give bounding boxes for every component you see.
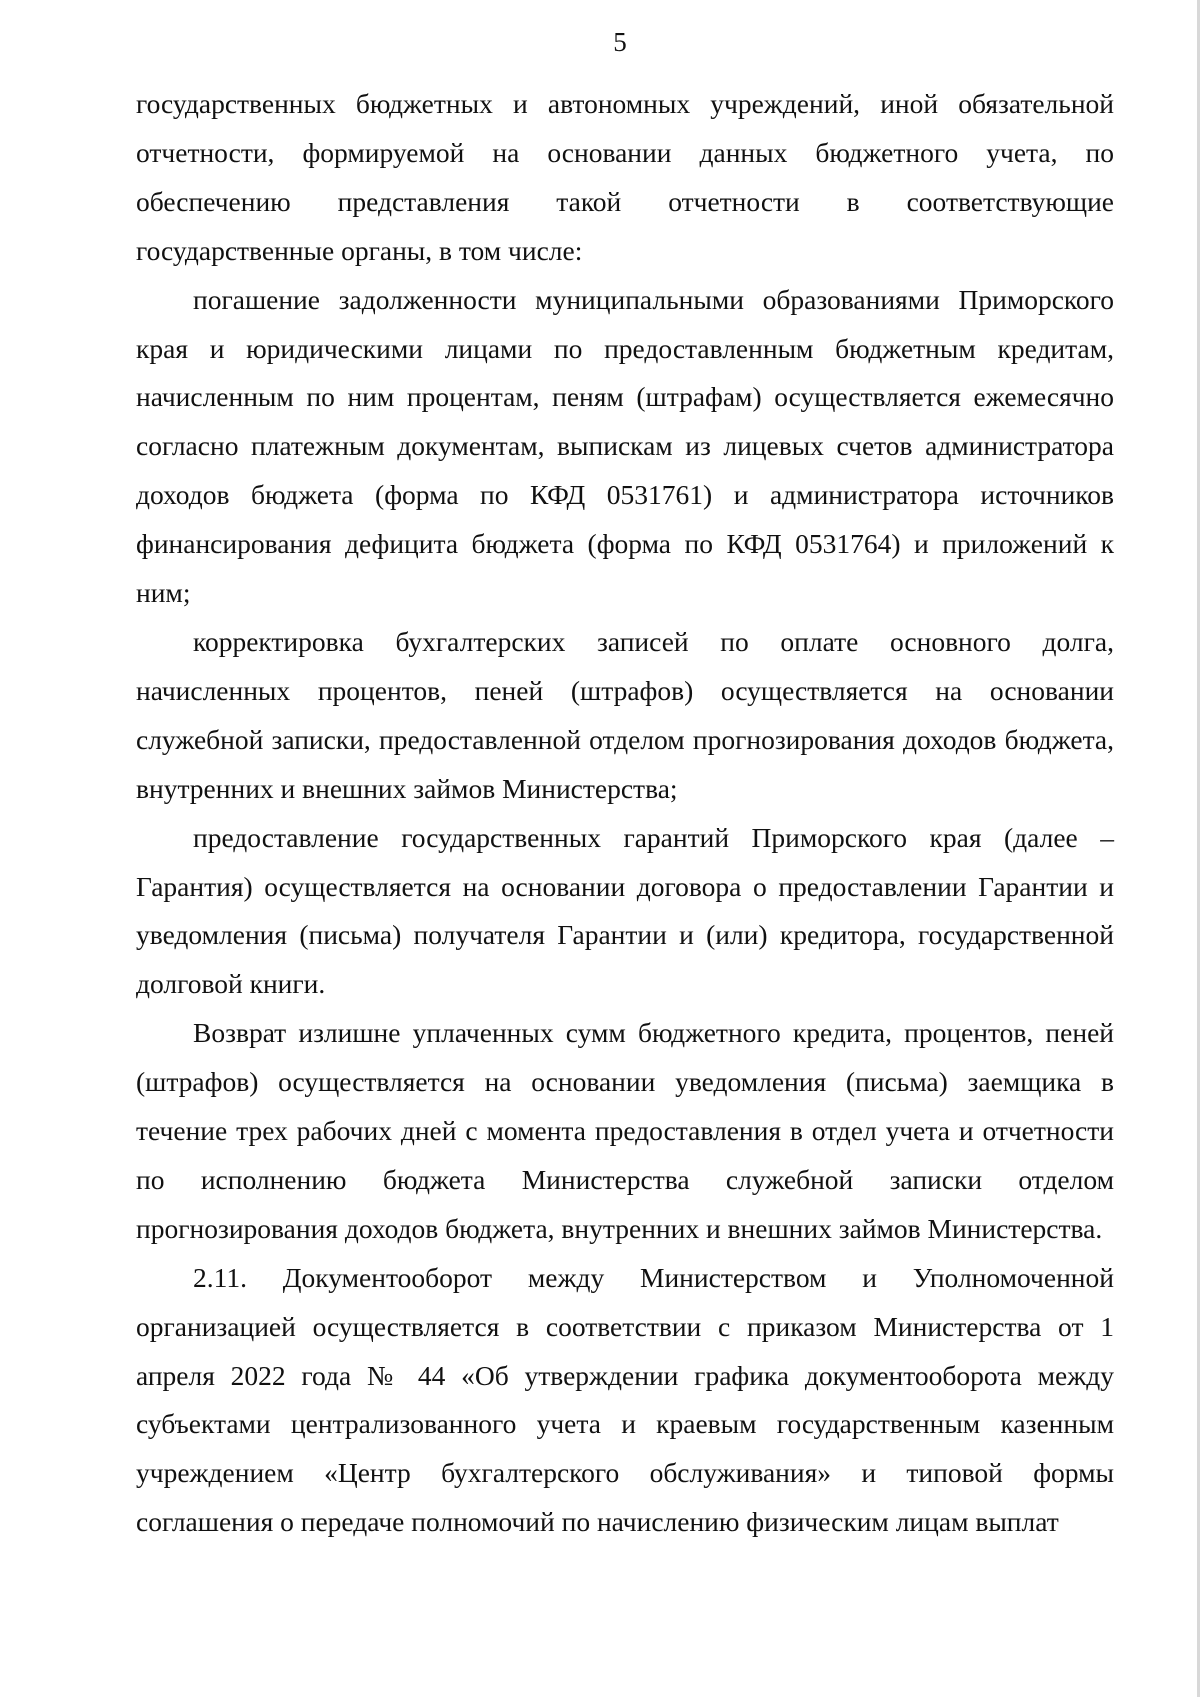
document-body (136, 80, 1114, 1547)
paragraph-debt-repayment: погашение задолженности муниципальными образованиями Приморского края и юридическими лицами по предоставленным бюджетным кредитам, начисленным по ним процентам, пеням (штрафам) осуществляется ежемесячно согласно платежным документам, выпискам из лицевых счетов администратора доходов бюджета (форма по КФД 0531761) и администратора источников финансирования дефицита бюджета (форма по КФД 0531764) и приложений к ним; (136, 283, 1114, 609)
page-number: 5 (613, 27, 627, 57)
paragraph-state-guarantees: предоставление государственных гарантий Приморского края (далее – Гарантия) осуществляется на основании договора о предоставлении Гарантии и уведомления (письма) получателя Гарантии и (или) кредитора, государственной долговой книги. (136, 821, 1114, 1000)
paragraph-continuation: государственных бюджетных и автономных учреждений, иной обязательной отчетности, формируемой на основании данных бюджетного учета, по обеспечению представления такой отчетности в соответствующие государственные органы, в том числе: (136, 88, 1114, 266)
paragraph-overpayment-refund: Возврат излишне уплаченных сумм бюджетного кредита, процентов, пеней (штрафов) осуществляется на основании уведомления (письма) заемщика в течение трех рабочих дней с момента предоставления в отдел учета и отчетности по исполнению бюджета Министерства служебной записки отделом прогнозирования доходов бюджета, внутренних и внешних займов Министерства. (136, 1017, 1114, 1244)
paragraph-accounting-adjustment: корректировка бухгалтерских записей по оплате основного долга, начисленных процентов, пеней (штрафов) осуществляется на основании служебной записки, предоставленной отделом прогнозирования доходов бюджета, внутренних и внешних займов Министерства; (136, 625, 1114, 804)
paragraph-section-2-11: 2.11. Документооборот между Министерством и Уполномоченной организацией осуществляется в соответствии с приказом Министерства от 1 апреля 2022 года № 44 «Об утверждении графика документооборота между субъектами централизованного учета и краевым государственным казенным учреждением «Центр бухгалтерского обслуживания» и типовой формы соглашения о передаче полномочий по начислению физическим лицам выплат (136, 1261, 1114, 1538)
